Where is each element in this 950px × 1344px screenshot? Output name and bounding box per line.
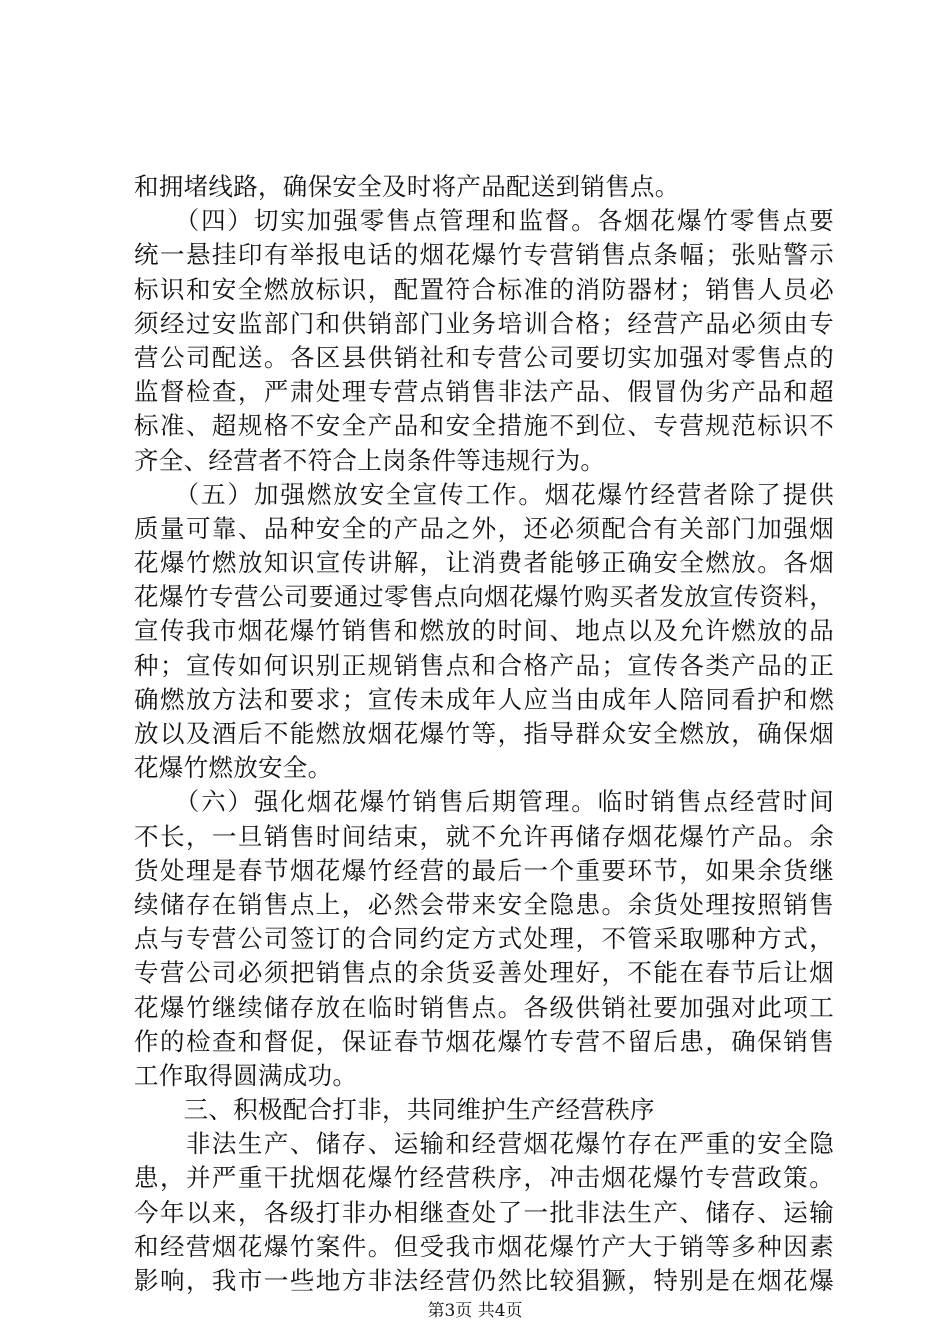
text-line: 非法生产、储存、运输和经营烟花爆竹存在严重的安全隐 xyxy=(134,1129,834,1159)
text-line: 点与专营公司签订的合同约定方式处理，不管采取哪种方式， xyxy=(134,924,834,954)
text-line: 作的检查和督促，保证春节烟花爆竹专营不留后患，确保销售 xyxy=(134,1026,834,1056)
text-line: 今年以来，各级打非办相继查处了一批非法生产、储存、运输 xyxy=(134,1197,834,1227)
text-line: 放以及酒后不能燃放烟花爆竹等，指导群众安全燃放，确保烟 xyxy=(134,719,834,748)
text-line: 标准、超规格不安全产品和安全措施不到位、专营规范标识不 xyxy=(134,411,834,441)
text-line: 须经过安监部门和供销部门业务培训合格；经营产品必须由专 xyxy=(134,308,834,338)
text-line: 患，并严重干扰烟花爆竹经营秩序，冲击烟花爆竹专营政策。 xyxy=(134,1163,834,1193)
text-line: 和经营烟花爆竹案件。但受我市烟花爆竹产大于销等多种因素 xyxy=(134,1231,834,1261)
text-line: 工作取得圆满成功。 xyxy=(134,1060,358,1090)
text-line: 宣传我市烟花爆竹销售和燃放的时间、地点以及允许燃放的品 xyxy=(134,616,834,646)
text-line: 花爆竹燃放知识宣传讲解，让消费者能够正确安全燃放。各烟 xyxy=(134,548,834,578)
text-line: 三、积极配合打非，共同维护生产经营秩序 xyxy=(134,1095,655,1125)
text-line: 影响，我市一些地方非法经营仍然比较猖獗，特别是在烟花爆 xyxy=(134,1266,834,1295)
text-line: 监督检查，严肃处理专营点销售非法产品、假冒伪劣产品和超 xyxy=(134,377,834,407)
text-line: 续储存在销售点上，必然会带来安全隐患。余货处理按照销售 xyxy=(134,889,834,919)
text-line: 花爆竹继续储存放在临时销售点。各级供销社要加强对此项工 xyxy=(134,992,834,1022)
text-line: 花爆竹燃放安全。 xyxy=(134,753,333,783)
document-body xyxy=(134,170,834,1298)
text-line: 营公司配送。各区县供销社和专营公司要切实加强对零售点的 xyxy=(134,342,834,372)
text-line: 货处理是春节烟花爆竹经营的最后一个重要环节，如果余货继 xyxy=(134,855,834,885)
text-line: （六）强化烟花爆竹销售后期管理。临时销售点经营时间 xyxy=(134,787,834,817)
text-line: 质量可靠、品种安全的产品之外，还必须配合有关部门加强烟 xyxy=(134,513,834,543)
text-line: 和拥堵线路，确保安全及时将产品配送到销售点。 xyxy=(134,172,680,201)
text-line: 齐全、经营者不符合上岗条件等违规行为。 xyxy=(134,445,606,475)
text-line: 种；宣传如何识别正规销售点和合格产品；宣传各类产品的正 xyxy=(134,650,834,680)
text-line: 不长，一旦销售时间结束，就不允许再储存烟花爆竹产品。余 xyxy=(134,821,834,851)
page-footer: 第3页 共4页 xyxy=(427,1301,523,1321)
text-line: 统一悬挂印有举报电话的烟花爆竹专营销售点条幅；张贴警示 xyxy=(134,240,834,270)
text-line: 专营公司必须把销售点的余货妥善处理好，不能在春节后让烟 xyxy=(134,958,834,988)
text-line: 花爆竹专营公司要通过零售点向烟花爆竹购买者发放宣传资料， xyxy=(134,582,834,612)
text-line: 确燃放方法和要求；宣传未成年人应当由成年人陪同看护和燃 xyxy=(134,684,834,714)
text-line: （五）加强燃放安全宣传工作。烟花爆竹经营者除了提供 xyxy=(134,479,834,509)
text-line: 标识和安全燃放标识，配置符合标准的消防器材；销售人员必 xyxy=(134,274,834,304)
text-line: （四）切实加强零售点管理和监督。各烟花爆竹零售点要 xyxy=(134,206,834,236)
